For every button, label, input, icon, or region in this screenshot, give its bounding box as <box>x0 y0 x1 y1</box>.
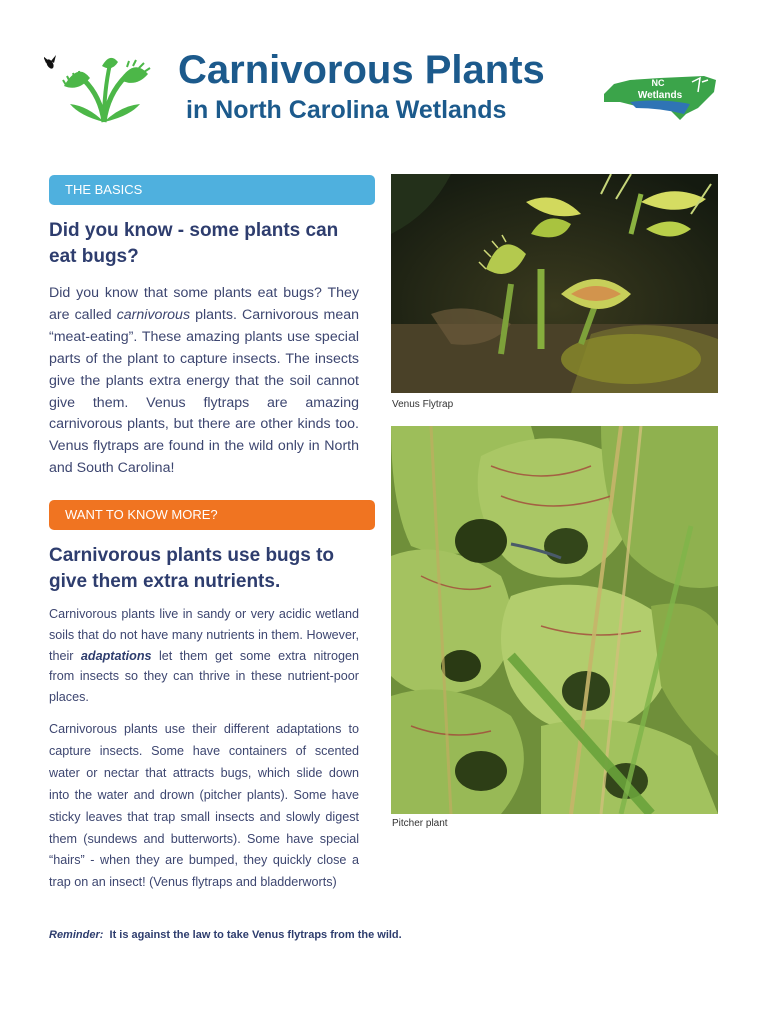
reminder-label: Reminder: <box>49 929 104 941</box>
pitcher-caption: Pitcher plant <box>392 818 448 829</box>
nc-logo-text-nc: NC <box>651 78 665 88</box>
basics-emphasis: carnivorous <box>116 306 191 323</box>
more-paragraph-2: Carnivorous plants use their different adaptations to capture insects. Some have containers of scented water or nectar that attracts bugs, which slide down into the water and drown (pitcher plants). Some have sticky leaves that trap small insects and slowly digest them (sundews and butterworts). Some have special “hairs” - when they are bumped, they quickly close a trap on an insect! (Venus flytraps and bladderworts) <box>49 722 359 890</box>
basics-text-part-1: Did you know that some plants eat bugs? They are called <box>49 285 359 323</box>
section-banner-more: WANT TO KNOW MORE? <box>49 500 375 530</box>
venus-flytrap-photo <box>391 174 718 393</box>
basics-text-part-2: plants. Carnivorous mean “meat-eating”. These amazing plants use special parts of the plant to capture insects. The insects give the plants extra energy that the soil cannot give them. Venus flytraps are amazing carnivorous plants, but there are other kinds too. Venus flytraps are found in the wild only in North and South Carolina! <box>49 306 359 477</box>
reminder-text: It is against the law to take Venus flytraps from the wild. <box>109 929 402 941</box>
more-text-part-1: Carnivorous plants live in sandy or very acidic wetland soils that do not have many nutrients in them. However, their <box>49 607 359 663</box>
section-heading-more: Carnivorous plants use bugs to give them extra nutrients. <box>49 545 335 592</box>
more-text-part-2: let them get some extra nitrogen from insects so they can thrive in these nutrient-poor places. <box>49 648 359 705</box>
section-banner-basics: THE BASICS <box>49 175 375 205</box>
page-title: Carnivorous Plants <box>178 48 545 92</box>
flytrap-plant-icon <box>44 52 162 124</box>
nc-logo-text-wetlands: Wetlands <box>637 90 683 101</box>
basics-paragraph <box>49 283 359 480</box>
reminder-note <box>49 929 402 941</box>
more-paragraph-1 <box>49 604 359 708</box>
flytrap-caption: Venus Flytrap <box>392 399 454 410</box>
adaptations-emphasis: adaptations <box>80 648 152 663</box>
nc-wetlands-logo <box>600 70 720 122</box>
page-subtitle: in North Carolina Wetlands <box>186 96 507 124</box>
section-heading-basics: Did you know - some plants can eat bugs? <box>49 220 339 267</box>
pitcher-plant-photo <box>391 426 718 814</box>
